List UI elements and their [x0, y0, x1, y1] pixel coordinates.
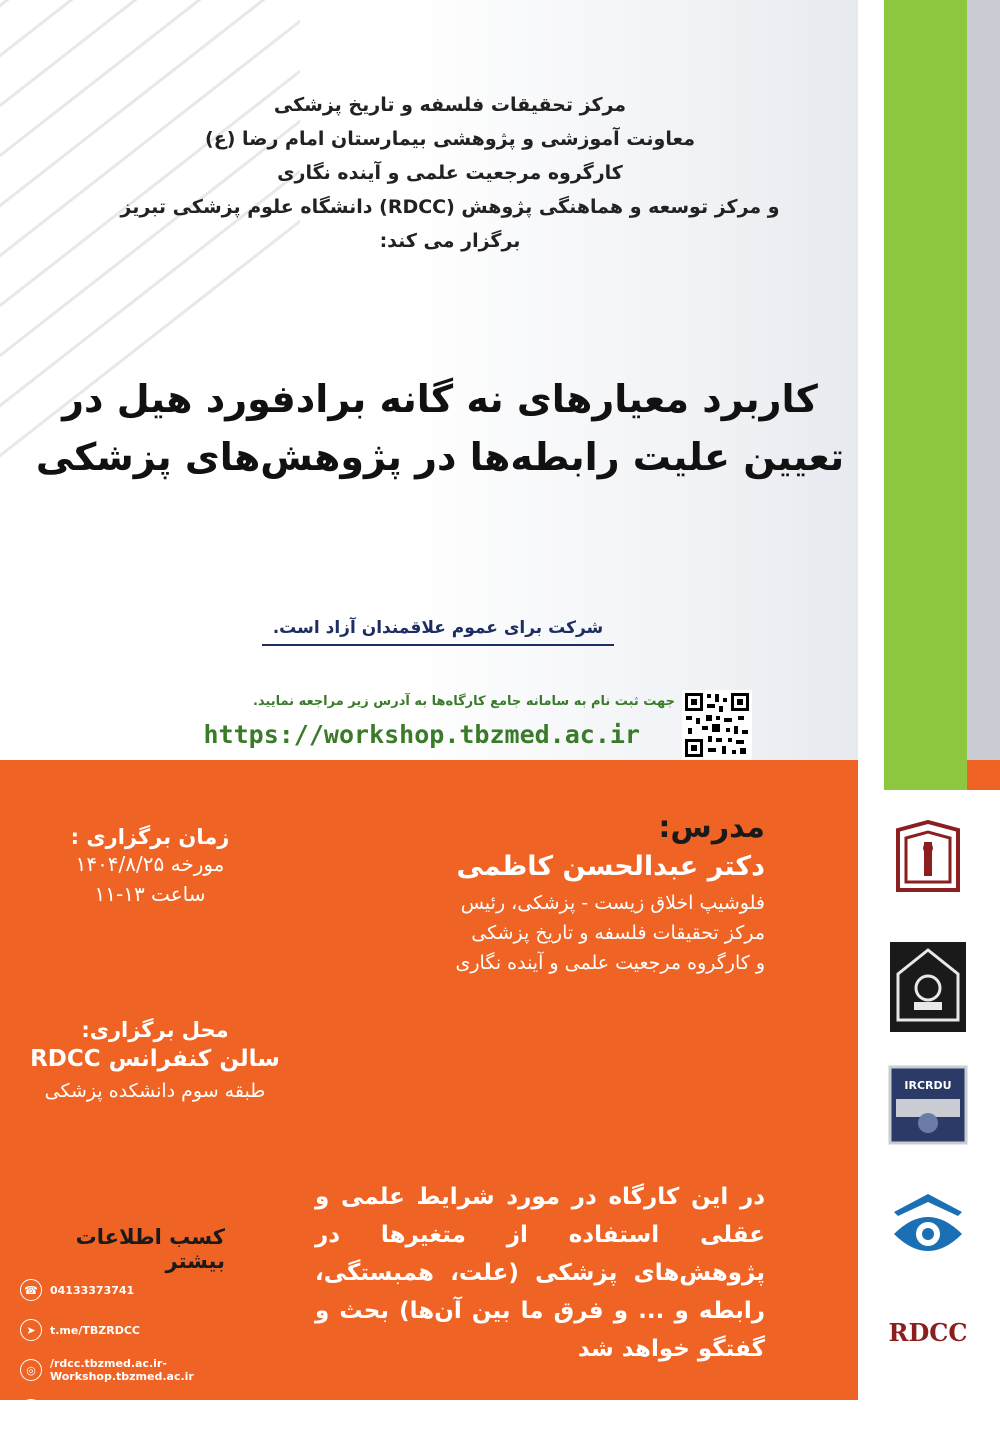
instagram-icon: ◉ — [20, 1399, 42, 1421]
organizers-header — [60, 88, 840, 258]
registration-url[interactable]: https://workshop.tbzmed.ac.ir — [203, 720, 640, 749]
research-center-logo-icon — [888, 940, 968, 1035]
title-line-2: تعیین علیت رابطه‌ها در پژوهش‌های پزشکی — [35, 435, 845, 479]
contact-telegram[interactable] — [20, 1310, 310, 1350]
eye-logo-icon — [888, 1190, 968, 1270]
header-line-3: کارگروه مرجعیت علمی و آینده نگاری — [277, 162, 623, 184]
ircrdu-logo-text: IRCRDU — [904, 1079, 952, 1092]
header-line-1: مرکز تحقیقات فلسفه و تاریخ پزشکی — [273, 94, 627, 116]
header-line-5: برگزار می کند: — [379, 230, 521, 252]
phone-number: 04133373741 — [50, 1283, 135, 1297]
place-hall: سالن کنفرانس RDCC — [30, 1046, 280, 1072]
telegram-icon: ➤ — [20, 1319, 42, 1341]
web-link: /rdcc.tbzmed.ac.ir-Workshop.tbzmed.ac.ir — [49, 1357, 194, 1383]
lecturer-label: مدرس: — [658, 810, 765, 845]
lecturer-bio-line-2: مرکز تحقیقات فلسفه و تاریخ پزشکی — [471, 922, 765, 944]
lecturer-bio-line-3: و کارگروه مرجعیت علمی و آینده نگاری — [455, 952, 765, 974]
time-block — [40, 825, 260, 909]
lecturer-name: دکتر عبدالحسن کاظمی — [456, 851, 765, 882]
contact-instagram[interactable] — [20, 1390, 310, 1430]
globe-icon: ◎ — [20, 1359, 42, 1381]
university-logo-icon — [888, 820, 968, 900]
place-block — [20, 1018, 290, 1102]
workshop-description: در این کارگاه در مورد شرایط علمی و عقلی استفاده از متغیرها در پژوهش‌های پزشکی (علت، همبستگی، رابطه و ... و فرق ما بین آن‌ها) بحث و گفتگو خواهد شد — [315, 1184, 765, 1362]
green-side-bar — [884, 0, 967, 790]
lecturer-bio-line-1: فلوشیپ اخلاق زیست - پزشکی، رئیس — [460, 892, 765, 914]
gray-side-bar — [967, 0, 1000, 760]
lecturer-bio — [290, 888, 765, 978]
event-date: مورخه ۱۴۰۴/۸/۲۵ — [75, 852, 225, 876]
place-label: محل برگزاری: — [81, 1018, 229, 1042]
registration-text: جهت ثبت نام به سامانه جامع کارگاه‌ها به آدرس زیر مراجعه نمایید. — [252, 694, 675, 709]
contact-phone[interactable] — [20, 1270, 310, 1310]
event-hours: ساعت ۱۳-۱۱ — [94, 882, 206, 906]
ircrdu-logo-icon — [888, 1065, 968, 1145]
phone-icon: ☎ — [20, 1279, 42, 1301]
free-participation-note: شرکت برای عموم علاقمندان آزاد است. — [262, 618, 614, 646]
title-line-1: کاربرد معیارهای نه گانه برادفورد هیل در — [62, 377, 818, 421]
header-line-2: معاونت آموزشی و پژوهشی بیمارستان امام رضا (ع) — [205, 128, 695, 150]
contact-list — [20, 1270, 310, 1430]
more-info-heading: کسب اطلاعات بیشتر — [75, 1225, 225, 1273]
qr-code-icon — [682, 690, 752, 760]
place-floor: طبقه سوم دانشکده پزشکی — [44, 1080, 266, 1102]
time-label: زمان برگزاری : — [70, 825, 230, 849]
workshop-title — [10, 370, 870, 486]
telegram-link: t.me/TBZRDCC — [50, 1323, 140, 1337]
white-side-bar — [858, 0, 884, 1400]
contact-web[interactable] — [20, 1350, 310, 1390]
instagram-handle: rdcc.tbzmed — [50, 1403, 127, 1417]
lecturer-block — [290, 810, 765, 978]
header-line-4: و مرکز توسعه و هماهنگی پژوهش (RDCC) دانشگاه علوم پزشکی تبریز — [120, 196, 780, 218]
rdcc-logo-text: RDCC — [888, 1318, 968, 1347]
